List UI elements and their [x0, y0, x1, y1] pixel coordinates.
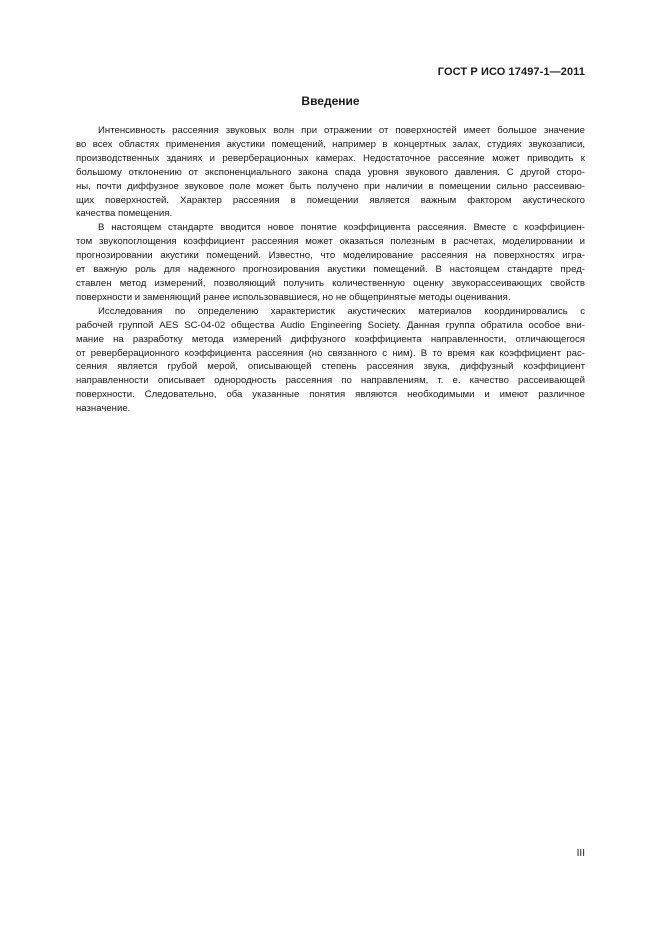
text-line: ет важную роль для надежного прогнозирования акустики помещений. В настоящем стандарте пред-	[76, 264, 585, 276]
text-line: прогнозировании акустики помещений. Известно, что моделирование рассеяния на поверхностях игра-	[76, 250, 585, 262]
page-number: III	[576, 848, 585, 859]
text-line: щих поверхностей. Характер рассеяния в помещении является важным фактором акустического	[76, 194, 585, 206]
text-line: поверхности. Следовательно, оба указанные понятия являются необходимыми и имеют различное	[76, 389, 585, 401]
text-line: том звукопоглощения коэффициент рассеяния может оказаться полезным в расчетах, моделировании и	[76, 236, 585, 248]
text-line: Интенсивность рассеяния звуковых волн при отражении от поверхностей имеет большое значение	[98, 125, 585, 136]
body-text	[76, 124, 585, 416]
text-line: Исследования по определению характеристик акустических материалов координировались с	[98, 305, 585, 317]
text-line: рабочей группой AES SC-04-02 общества Audio Engineering Society. Данная группа обратила особое вни-	[76, 319, 585, 331]
text-line: производственных зданиях и реверберационных камерах. Недостаточное рассеяние может приводить к	[76, 152, 585, 164]
paragraph-2	[76, 221, 585, 304]
text-line: ставлен метод измерений, позволяющий получить количественную оценку звукорассеивающих свойств	[76, 277, 585, 289]
text-line: во всех областях применения акустики помещений, например в концертных залах, студиях звукозаписи,	[76, 138, 585, 150]
text-line: назначение.	[76, 403, 131, 415]
section-title: Введение	[301, 94, 360, 108]
text-line: В настоящем стандарте вводится новое понятие коэффициента рассеяния. Вместе с коэффициен-	[98, 222, 585, 234]
text-line: поверхности и заменяющий ранее использовавшиеся, но не общепринятые методы оценивания.	[76, 291, 511, 303]
text-line: направленности описывает однородность рассеяния по направлениям, т. е. качество рассеивающей	[76, 375, 585, 387]
text-line: от реверберационного коэффициента рассеяния (но связанного с ним). В то время как коэффициент рас-	[76, 347, 585, 359]
document-id: ГОСТ Р ИСО 17497-1—2011	[437, 66, 585, 78]
text-line: ны, почти диффузное звуковое поле может быть получено при наличии в помещении сильно рассеиваю-	[76, 180, 585, 192]
text-line: сеяния является грубой мерой, описывающей степень рассеяния звука, диффузный коэффициент	[76, 361, 585, 373]
text-line: мание на разработку метода измерений диффузного коэффициента направленности, отличающегося	[76, 333, 585, 345]
paragraph-1	[76, 124, 585, 221]
text-line: качества помещения.	[76, 208, 173, 220]
text-line: большому отклонению от экспоненциального закона спада уровня звукового давления. С другой сторо-	[76, 166, 585, 178]
paragraph-3	[76, 305, 585, 416]
